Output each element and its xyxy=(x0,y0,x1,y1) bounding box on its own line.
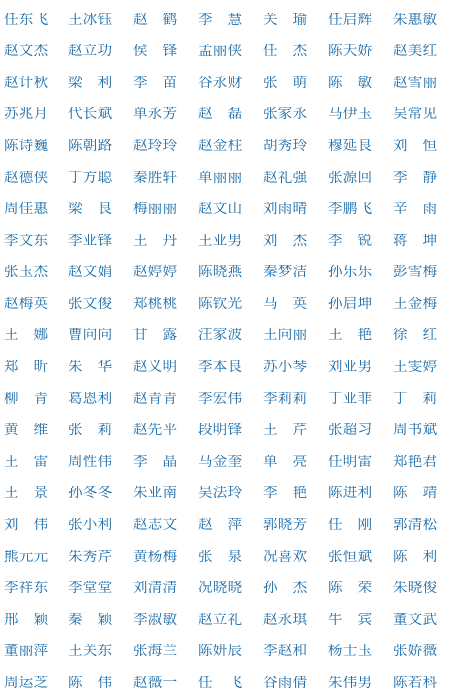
name-cell: 侯 锋 xyxy=(133,44,178,59)
name-row xyxy=(0,67,457,99)
name-cell: 赵计秋 xyxy=(4,75,49,91)
name-cell: 牛 宾 xyxy=(328,612,373,628)
name-cell: 孙乐乐 xyxy=(328,265,373,280)
name-cell: 梁 利 xyxy=(68,75,113,91)
name-cell: 赵婷婷 xyxy=(133,265,178,280)
name-row xyxy=(0,415,457,447)
name-cell: 王 景 xyxy=(4,486,49,501)
name-cell: 陈 利 xyxy=(393,549,438,565)
name-cell: 郑桃桃 xyxy=(133,296,178,312)
name-cell: 李 静 xyxy=(393,170,438,186)
name-cell: 任 刚 xyxy=(328,518,373,533)
name-cell: 李 艳 xyxy=(263,486,308,501)
name-cell: 李 晶 xyxy=(133,454,178,470)
name-cell: 彭雪梅 xyxy=(393,265,438,280)
name-cell: 任 飞 xyxy=(198,676,243,691)
name-cell: 郭清松 xyxy=(393,518,438,533)
name-row xyxy=(0,636,457,668)
name-cell: 苏兆月 xyxy=(4,107,49,122)
name-cell: 谷永财 xyxy=(198,75,243,91)
name-cell: 马伊玉 xyxy=(328,107,373,122)
name-cell: 苏小琴 xyxy=(263,360,308,375)
name-cell: 刘雨晴 xyxy=(263,202,308,217)
name-cell: 王亚男 xyxy=(198,233,243,249)
name-cell: 朱秀芹 xyxy=(68,549,113,565)
name-row xyxy=(0,573,457,605)
name-cell: 朱晓俊 xyxy=(393,581,438,596)
name-cell: 郑 昕 xyxy=(4,360,49,375)
name-cell: 丁方聪 xyxy=(68,170,113,186)
name-cell: 蒋 坤 xyxy=(393,233,438,249)
name-cell: 代长斌 xyxy=(68,107,113,122)
name-cell: 张小利 xyxy=(68,518,113,533)
name-cell: 李 苗 xyxy=(133,75,178,91)
name-cell: 周佳惠 xyxy=(4,202,49,217)
name-cell: 单丽丽 xyxy=(198,170,243,186)
name-cell: 赵 萍 xyxy=(198,518,243,533)
name-cell: 胡秀玲 xyxy=(263,138,308,154)
name-cell: 赵金柱 xyxy=(198,138,243,154)
name-row xyxy=(0,225,457,257)
name-cell: 赵文山 xyxy=(198,202,243,217)
name-cell: 任启辉 xyxy=(328,12,373,28)
name-cell: 董文武 xyxy=(393,612,438,628)
name-row xyxy=(0,383,457,415)
name-cell: 任明雷 xyxy=(328,454,373,470)
name-cell: 赵美红 xyxy=(393,44,438,59)
name-cell: 赵先平 xyxy=(133,423,178,438)
name-cell: 董丽萍 xyxy=(4,644,49,659)
name-cell: 赵永琪 xyxy=(263,612,308,628)
name-cell: 李堂堂 xyxy=(68,581,113,596)
name-cell: 李文东 xyxy=(4,233,49,249)
name-cell: 赵志文 xyxy=(133,518,178,533)
name-cell: 刘 恒 xyxy=(393,138,438,154)
name-cell: 李 锐 xyxy=(328,233,373,249)
name-row xyxy=(0,446,457,478)
name-cell: 孙 杰 xyxy=(263,581,308,596)
name-cell: 赵文娟 xyxy=(68,265,113,280)
name-cell: 王金梅 xyxy=(393,296,438,312)
name-row xyxy=(0,130,457,162)
name-cell: 邢 颖 xyxy=(4,612,49,628)
name-cell: 任东飞 xyxy=(4,12,49,28)
name-row xyxy=(0,162,457,194)
name-row xyxy=(0,194,457,226)
name-cell: 赵 磊 xyxy=(198,107,243,122)
name-cell: 王向丽 xyxy=(263,328,308,343)
name-cell: 张家永 xyxy=(263,107,308,122)
name-cell: 丁亚菲 xyxy=(328,391,373,407)
name-cell: 王 丹 xyxy=(133,233,178,249)
name-row xyxy=(0,541,457,573)
name-row xyxy=(0,36,457,68)
name-cell: 刘亚男 xyxy=(328,360,373,375)
name-cell: 陈若科 xyxy=(393,676,438,691)
name-cell: 张超习 xyxy=(328,423,373,438)
name-row xyxy=(0,288,457,320)
name-cell: 周书斌 xyxy=(393,423,438,438)
name-cell: 赵雪丽 xyxy=(393,75,438,91)
name-cell: 穆延良 xyxy=(328,138,373,154)
name-row xyxy=(0,667,457,699)
name-cell: 孙启坤 xyxy=(328,296,373,312)
name-cell: 王雯婷 xyxy=(393,360,438,375)
name-row xyxy=(0,4,457,36)
name-row xyxy=(0,478,457,510)
name-cell: 朱 华 xyxy=(68,360,113,375)
name-cell: 辛 雨 xyxy=(393,202,438,217)
name-cell: 秦梦洁 xyxy=(263,265,308,280)
name-cell: 陈钦光 xyxy=(198,296,243,312)
name-cell: 赵礼强 xyxy=(263,170,308,186)
name-cell: 张 萌 xyxy=(263,75,308,91)
name-cell: 柳 青 xyxy=(4,391,49,407)
name-cell: 郭晓芳 xyxy=(263,518,308,533)
name-cell: 梅丽丽 xyxy=(133,202,178,217)
name-cell: 任 杰 xyxy=(263,44,308,59)
name-cell: 李鹏飞 xyxy=(328,202,373,217)
name-cell: 况喜欢 xyxy=(263,549,308,565)
name-cell: 张海兰 xyxy=(133,644,178,659)
name-cell: 赵德侠 xyxy=(4,170,49,186)
name-cell: 孟丽侠 xyxy=(198,44,243,59)
name-cell: 王 芹 xyxy=(263,423,308,438)
name-cell: 谷雨倩 xyxy=(263,676,308,691)
name-cell: 李莉莉 xyxy=(263,391,308,407)
name-cell: 李赵和 xyxy=(263,644,308,659)
name-cell: 张玉杰 xyxy=(4,265,49,280)
name-row xyxy=(0,99,457,131)
name-cell: 丁 莉 xyxy=(393,391,438,407)
name-cell: 王 娜 xyxy=(4,328,49,343)
name-cell: 李宏伟 xyxy=(198,391,243,407)
name-cell: 黄杨梅 xyxy=(133,549,178,565)
name-cell: 陈诗巍 xyxy=(4,138,49,154)
name-cell: 梁 良 xyxy=(68,202,113,217)
name-cell: 陈进利 xyxy=(328,486,373,501)
name-cell: 赵梅英 xyxy=(4,296,49,312)
name-cell: 陈妍辰 xyxy=(198,644,243,659)
name-cell: 王 艳 xyxy=(328,328,373,343)
name-cell: 朱惠敏 xyxy=(393,12,438,28)
name-cell: 陈天娇 xyxy=(328,44,373,59)
name-cell: 赵文杰 xyxy=(4,44,49,59)
name-cell: 吴法玲 xyxy=(198,486,243,501)
name-cell: 周性伟 xyxy=(68,454,113,470)
name-cell: 陈 靖 xyxy=(393,486,438,501)
name-cell: 甘 露 xyxy=(133,328,178,343)
name-cell: 孙冬冬 xyxy=(68,486,113,501)
name-cell: 朱伟男 xyxy=(328,676,373,691)
name-row xyxy=(0,604,457,636)
name-cell: 赵立功 xyxy=(68,44,113,59)
name-cell: 吴常见 xyxy=(393,107,438,122)
name-cell: 张恒斌 xyxy=(328,549,373,565)
name-cell: 张娇薇 xyxy=(393,644,438,659)
name-cell: 李亚锋 xyxy=(68,233,113,249)
name-cell: 李 慧 xyxy=(198,12,243,28)
name-cell: 李淑敏 xyxy=(133,612,178,628)
name-cell: 王关东 xyxy=(68,644,113,659)
name-cell: 关 瑜 xyxy=(263,12,308,28)
name-cell: 马金奎 xyxy=(198,454,243,470)
name-cell: 周运芝 xyxy=(4,676,49,691)
name-cell: 汪家波 xyxy=(198,328,243,343)
name-cell: 葛恩利 xyxy=(68,391,113,407)
name-cell: 王冰钰 xyxy=(68,12,113,28)
name-cell: 赵薇一 xyxy=(133,676,178,691)
name-cell: 张文俊 xyxy=(68,296,113,312)
name-row xyxy=(0,257,457,289)
name-cell: 王 雷 xyxy=(4,454,49,470)
name-cell: 陈晓燕 xyxy=(198,265,243,280)
name-cell: 李本良 xyxy=(198,360,243,375)
name-cell: 陈朝路 xyxy=(68,138,113,154)
name-cell: 张 泉 xyxy=(198,549,243,565)
name-cell: 张 莉 xyxy=(68,423,113,438)
name-cell: 单永芳 xyxy=(133,107,178,122)
name-cell: 赵玲玲 xyxy=(133,138,178,154)
name-row xyxy=(0,320,457,352)
name-cell: 况晓晓 xyxy=(198,581,243,596)
name-cell: 秦 颖 xyxy=(68,612,113,628)
name-cell: 刘清清 xyxy=(133,581,178,596)
name-cell: 黄 维 xyxy=(4,423,49,438)
name-cell: 赵义明 xyxy=(133,360,178,375)
name-cell: 马 英 xyxy=(263,296,308,312)
name-cell: 赵青青 xyxy=(133,391,178,407)
name-cell: 曹向向 xyxy=(68,328,113,343)
name-cell: 赵立礼 xyxy=(198,612,243,628)
name-cell: 秦胜轩 xyxy=(133,170,178,186)
name-cell: 熊元元 xyxy=(4,549,49,565)
name-cell: 段明锋 xyxy=(198,423,243,438)
name-cell: 杨士玉 xyxy=(328,644,373,659)
name-cell: 陈 荣 xyxy=(328,581,373,596)
name-cell: 刘 杰 xyxy=(263,233,308,249)
name-row xyxy=(0,352,457,384)
name-cell: 朱亚南 xyxy=(133,486,178,501)
name-cell: 徐 红 xyxy=(393,328,438,343)
name-cell: 陈 伟 xyxy=(68,676,113,691)
name-cell: 陈 敏 xyxy=(328,75,373,91)
name-cell: 李祥东 xyxy=(4,581,49,596)
name-cell: 单 亮 xyxy=(263,454,308,470)
name-row xyxy=(0,510,457,542)
name-cell: 张源回 xyxy=(328,170,373,186)
name-cell: 赵 鹤 xyxy=(133,12,178,28)
name-cell: 郑艳君 xyxy=(393,454,438,470)
name-cell: 刘 伟 xyxy=(4,518,49,533)
